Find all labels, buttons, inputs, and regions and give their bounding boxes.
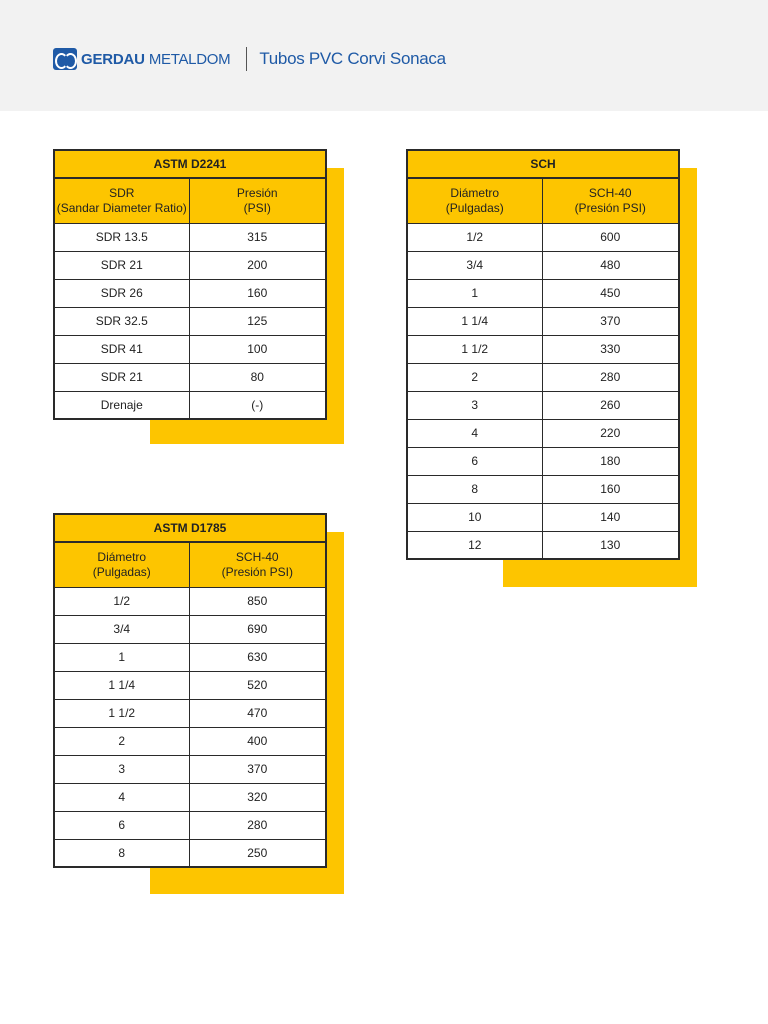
cell-value: 250 (189, 839, 326, 867)
table-row (407, 447, 679, 475)
cell-label: 6 (407, 447, 542, 475)
cell-value: 220 (542, 419, 679, 447)
table-row (407, 391, 679, 419)
table-row (54, 251, 326, 279)
cell-label: 1 1/2 (407, 335, 542, 363)
table-title: ASTM D1785 (54, 514, 326, 542)
cell-value: 315 (189, 223, 326, 251)
table-row (54, 587, 326, 615)
table-row (54, 783, 326, 811)
cell-value: 280 (542, 363, 679, 391)
column-header-diametro: Diámetro (Pulgadas) (407, 178, 542, 223)
brand-name-light: METALDOM (148, 50, 231, 68)
cell-value: 690 (189, 615, 326, 643)
table-title: ASTM D2241 (54, 150, 326, 178)
table-row (407, 531, 679, 559)
cell-value: 600 (542, 223, 679, 251)
table-row (54, 839, 326, 867)
table-row (54, 755, 326, 783)
table-row (54, 727, 326, 755)
table-row (407, 223, 679, 251)
cell-value: 330 (542, 335, 679, 363)
cell-label: 12 (407, 531, 542, 559)
table-row (54, 811, 326, 839)
cell-value: 160 (189, 279, 326, 307)
cell-value: 370 (189, 755, 326, 783)
cell-value: 370 (542, 307, 679, 335)
cell-value: 480 (542, 251, 679, 279)
cell-label: 1/2 (407, 223, 542, 251)
cell-label: SDR 32.5 (54, 307, 189, 335)
column-header-sch40: SCH-40 (Presión PSI) (189, 542, 326, 587)
cell-value: 130 (542, 531, 679, 559)
cell-value: 630 (189, 643, 326, 671)
cell-label: SDR 21 (54, 363, 189, 391)
cell-value: 850 (189, 587, 326, 615)
column-header-sdr: SDR (Sandar Diameter Ratio) (54, 178, 189, 223)
table-row (54, 615, 326, 643)
table-row (54, 643, 326, 671)
table-sch (406, 149, 680, 560)
cell-label: 3/4 (54, 615, 189, 643)
table-astm-d1785 (53, 513, 327, 868)
table-title: SCH (407, 150, 679, 178)
cell-label: 8 (407, 475, 542, 503)
table-row (54, 363, 326, 391)
cell-label: 2 (407, 363, 542, 391)
column-header-presion: Presión (PSI) (189, 178, 326, 223)
cell-label: SDR 41 (54, 335, 189, 363)
cell-label: Drenaje (54, 391, 189, 419)
cell-label: SDR 21 (54, 251, 189, 279)
page-header (0, 0, 768, 111)
table-row (407, 363, 679, 391)
cell-label: SDR 26 (54, 279, 189, 307)
cell-value: 125 (189, 307, 326, 335)
cell-label: 3/4 (407, 251, 542, 279)
table-row (407, 503, 679, 531)
table-row (407, 475, 679, 503)
cell-value: 400 (189, 727, 326, 755)
cell-label: 8 (54, 839, 189, 867)
table-row (54, 671, 326, 699)
column-header-diametro: Diámetro (Pulgadas) (54, 542, 189, 587)
cell-label: 1 (54, 643, 189, 671)
header-subtitle: Tubos PVC Corvi Sonaca (259, 49, 446, 68)
cell-label: 3 (54, 755, 189, 783)
table-row (54, 223, 326, 251)
table-row (54, 391, 326, 419)
brand-name-bold: GERDAU (81, 50, 145, 68)
cell-value: 100 (189, 335, 326, 363)
cell-value: 280 (189, 811, 326, 839)
table-row (54, 699, 326, 727)
cell-label: 1 1/4 (54, 671, 189, 699)
table-row (54, 279, 326, 307)
cell-value: 140 (542, 503, 679, 531)
cell-value: 450 (542, 279, 679, 307)
table-row (54, 335, 326, 363)
cell-value: (-) (189, 391, 326, 419)
cell-value: 260 (542, 391, 679, 419)
cell-value: 200 (189, 251, 326, 279)
cell-label: 4 (407, 419, 542, 447)
column-header-sch40: SCH-40 (Presión PSI) (542, 178, 679, 223)
table-row (407, 419, 679, 447)
cell-label: 1 (407, 279, 542, 307)
table-row (54, 307, 326, 335)
cell-label: SDR 13.5 (54, 223, 189, 251)
cell-label: 2 (54, 727, 189, 755)
cell-label: 10 (407, 503, 542, 531)
cell-value: 320 (189, 783, 326, 811)
gerdau-logo-icon (53, 48, 77, 70)
cell-value: 80 (189, 363, 326, 391)
cell-label: 3 (407, 391, 542, 419)
cell-value: 180 (542, 447, 679, 475)
cell-value: 470 (189, 699, 326, 727)
cell-label: 1 1/2 (54, 699, 189, 727)
cell-label: 6 (54, 811, 189, 839)
table-row (407, 307, 679, 335)
brand-logo (53, 47, 446, 71)
cell-label: 4 (54, 783, 189, 811)
table-row (407, 279, 679, 307)
cell-label: 1 1/4 (407, 307, 542, 335)
table-astm-d2241 (53, 149, 327, 420)
table-row (407, 251, 679, 279)
table-row (407, 335, 679, 363)
logo-divider (246, 47, 247, 71)
cell-value: 160 (542, 475, 679, 503)
cell-label: 1/2 (54, 587, 189, 615)
cell-value: 520 (189, 671, 326, 699)
